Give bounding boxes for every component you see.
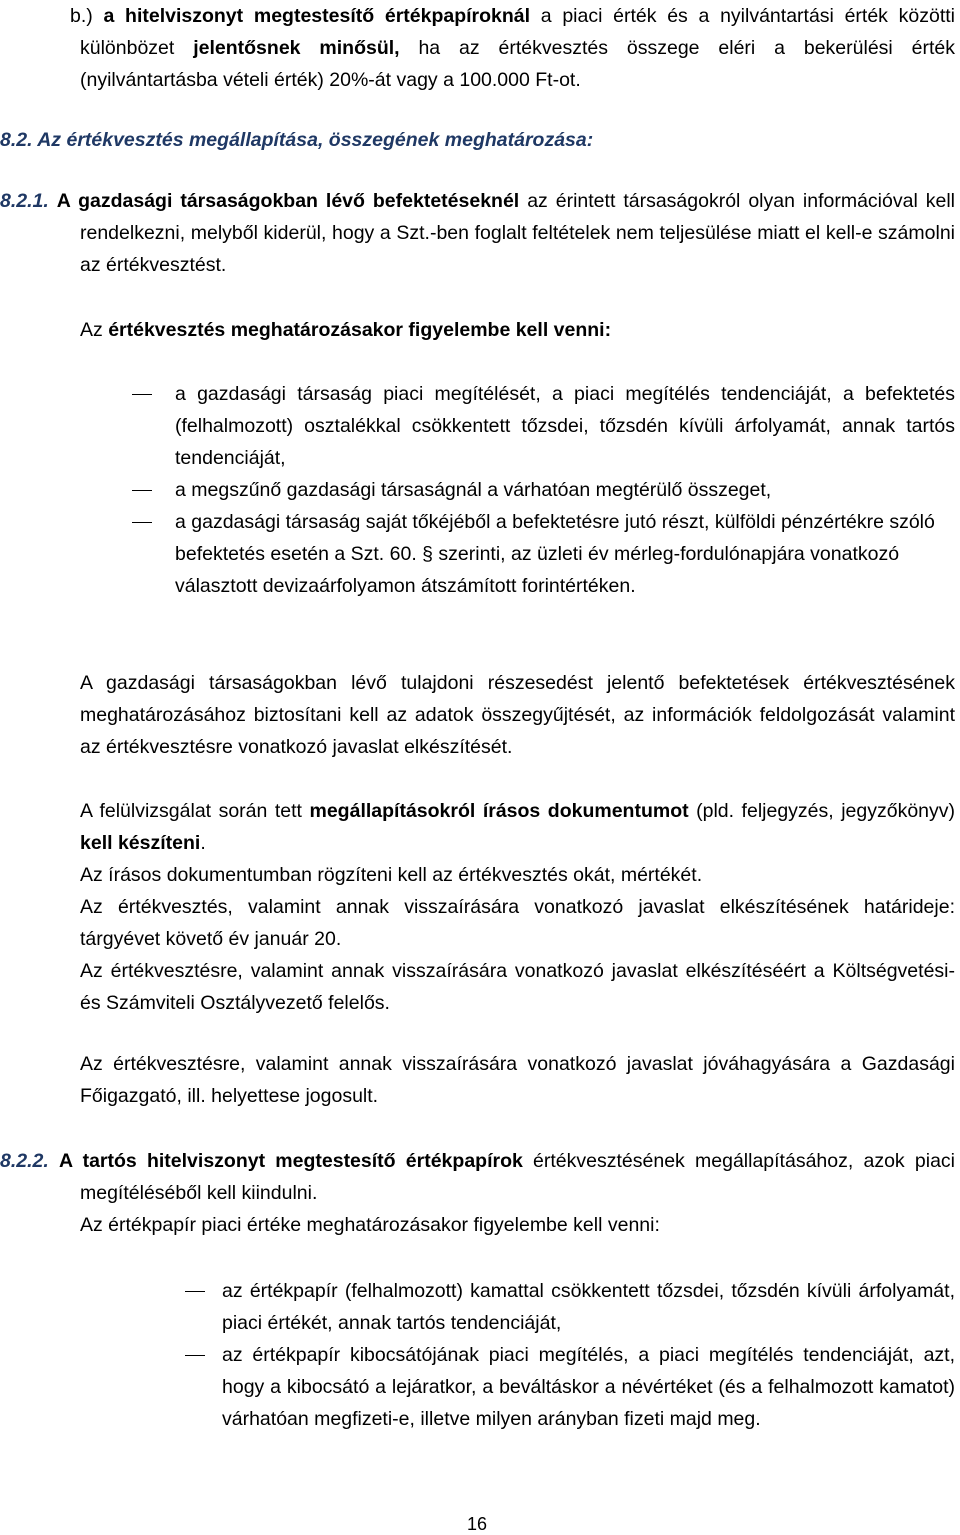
dash-bullet: [132, 394, 152, 395]
list-item: az értékpapír kibocsátójának piaci megítélés, a piaci megítélés tendenciáját, azt, hogy a kibocsátó a lejáratkor, a beváltáskor a névértéket (és a felhalmozott kamatot) várhatóan megfizeti-e, illetve milyen arányban fizeti majd meg.: [222, 1344, 955, 1430]
bold-term: A tartós hitelviszonyt megtestesítő értékpapírok: [59, 1150, 523, 1172]
paragraph-8-2-1: 8.2.1. A gazdasági társaságokban lévő befektetéseknél az érintett társaságokról olyan információval kell rendelkezni, melyből kiderül, hogy a Szt.-ben foglalt feltételek nem teljesülése miatt el kell-e számolni az értékvesztést.: [0, 190, 955, 276]
paragraph-8-2-2: 8.2.2. A tartós hitelviszonyt megtestesítő értékpapírok értékvesztésének megállapításához, azok piaci megítéléséből kell kiindulni.: [0, 1150, 955, 1204]
bold-term: jelentősnek minősül,: [193, 37, 400, 59]
dash-bullet: [185, 1291, 205, 1292]
paragraph-data-collection: A gazdasági társaságokban lévő tulajdoni részesedést jelentő befektetések értékvesztésének meghatározásához biztosítani kell az adatok összegyűjtését, az információk feldolgozását valamint az értékvesztésre vonatkozó javaslat elkészítését.: [80, 672, 955, 758]
paragraph-market-value: Az értékpapír piaci értéke meghatározásakor figyelembe kell venni:: [80, 1214, 660, 1236]
list-item: a gazdasági társaság saját tőkéjéből a befektetésre jutó részt, külföldi pénzértékre szóló befektetés esetén a Szt. 60. § szerinti, az üzleti év mérleg-fordulónapjára vonatkozó választott devizaárfolyamon átszámított forintértéken.: [175, 511, 935, 597]
paragraph-document: Az írásos dokumentumban rögzíteni kell az értékvesztés okát, mértékét.: [80, 864, 703, 886]
dash-bullet: [132, 490, 152, 491]
list-item: a megszűnő gazdasági társaságnál a várhatóan megtérülő összeget,: [175, 479, 772, 501]
bold-term: kell készíteni: [80, 832, 201, 854]
paragraph-review: A felülvizsgálat során tett megállapításokról írásos dokumentumot (pld. feljegyzés, jegyzőkönyv) kell készíteni.: [80, 800, 956, 854]
list-item: a gazdasági társaság piaci megítélését, a piaci megítélés tendenciáját, a befektetés (felhalmozott) osztalékkal csökkentett tőzsdei, tőzsdén kívüli árfolyamát, annak tartós tendenciáját,: [175, 383, 955, 469]
dash-bullet: [185, 1355, 205, 1356]
dash-bullet: [132, 522, 152, 523]
paragraph-responsible: Az értékvesztésre, valamint annak visszaírására vonatkozó javaslat elkészítéséért a Költségvetési- és Számviteli Osztályvezető felelős.: [80, 960, 955, 1014]
bold-term: megállapításokról írásos dokumentumot: [309, 800, 689, 822]
bold-term: értékvesztés meghatározásakor figyelembe kell venni:: [108, 319, 612, 341]
paragraph-deadline: Az értékvesztés, valamint annak visszaírására vonatkozó javaslat elkészítésének határideje: tárgyévet követő év január 20.: [80, 896, 955, 950]
section-number: 8.2.1.: [0, 190, 49, 212]
page-number: 16: [467, 1514, 488, 1534]
list-item: az értékpapír (felhalmozott) kamattal csökkentett tőzsdei, tőzsdén kívüli árfolyamát, piaci értékét, annak tartós tendenciáját,: [222, 1280, 955, 1334]
paragraph-approval: Az értékvesztésre, valamint annak visszaírására vonatkozó javaslat jóváhagyására a Gazdasági Főigazgató, ill. helyettese jogosult.: [80, 1053, 955, 1107]
consider-intro: Az értékvesztés meghatározásakor figyelembe kell venni:: [80, 319, 612, 341]
bold-term: a hitelviszonyt megtestesítő értékpapíroknál: [103, 5, 531, 27]
paragraph-b: b.) a hitelviszonyt megtestesítő értékpapíroknál a piaci érték és a nyilvántartási érték közötti különbözet jelentősnek minősül, ha az értékvesztés összege eléri a bekerülési érték (nyilvántartásba vételi érték) 20%-át vagy a 100.000 Ft-ot.: [70, 5, 956, 91]
bold-term: A gazdasági társaságokban lévő befektetéseknél: [56, 190, 520, 212]
section-heading: 8.2. Az értékvesztés megállapítása, összegének meghatározása:: [0, 129, 594, 151]
list-marker: b.): [70, 5, 93, 27]
section-number: 8.2.2.: [0, 1150, 49, 1172]
